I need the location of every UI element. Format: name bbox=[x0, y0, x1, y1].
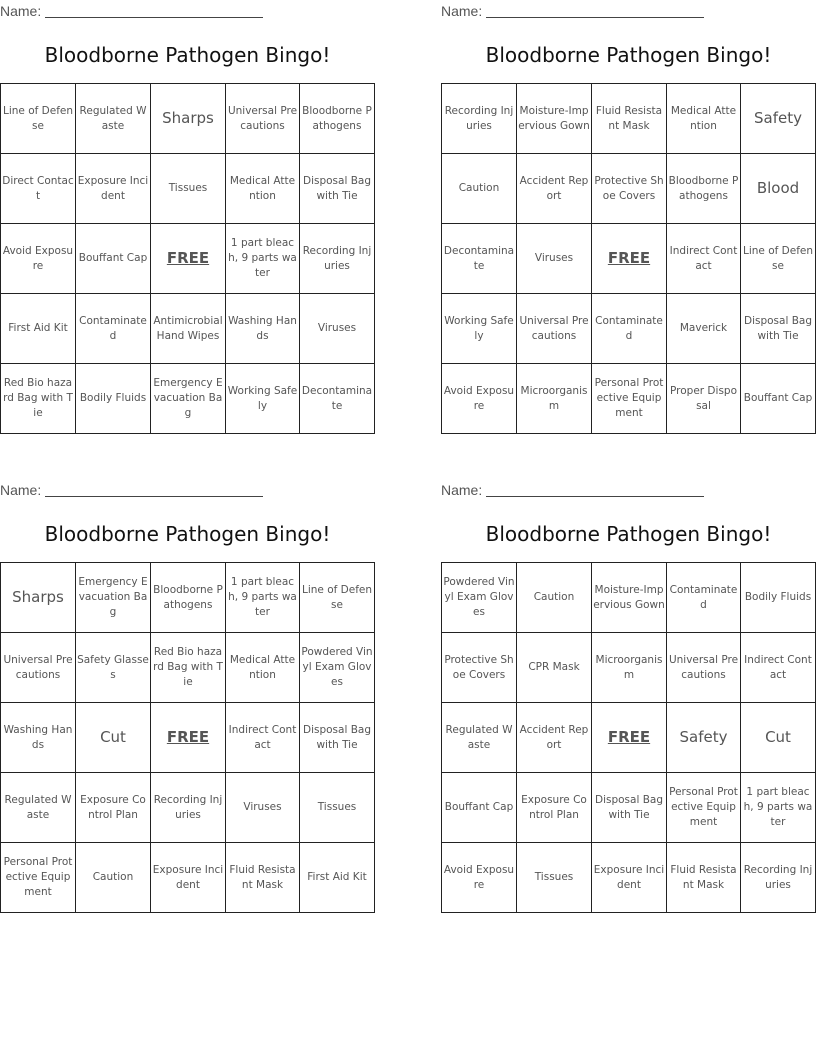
bingo-cell: Contaminated bbox=[76, 294, 151, 364]
bingo-cell: Washing Hands bbox=[1, 703, 76, 773]
bingo-cell: Tissues bbox=[517, 843, 592, 913]
card-title: Bloodborne Pathogen Bingo! bbox=[44, 43, 331, 67]
bingo-cell: Exposure Control Plan bbox=[517, 773, 592, 843]
bingo-cell: Fluid Resistant Mask bbox=[667, 843, 741, 913]
bingo-cell: Tissues bbox=[300, 773, 375, 843]
bingo-cell: Decontaminate bbox=[442, 224, 517, 294]
bingo-cell: Caution bbox=[517, 563, 592, 633]
bingo-cell: Bloodborne Pathogens bbox=[667, 154, 741, 224]
bingo-cell: Recording Injuries bbox=[300, 224, 375, 294]
bingo-cell: Bouffant Cap bbox=[76, 224, 151, 294]
bingo-cell: Powdered Vinyl Exam Gloves bbox=[442, 563, 517, 633]
bingo-cell: Bouffant Cap bbox=[442, 773, 517, 843]
bingo-cell: Contaminated bbox=[667, 563, 741, 633]
bingo-cell: Universal Precautions bbox=[1, 633, 76, 703]
bingo-cell: 1 part bleach, 9 parts water bbox=[226, 224, 300, 294]
bingo-cell: Safety Glasses bbox=[76, 633, 151, 703]
bingo-cell: Bouffant Cap bbox=[741, 364, 816, 434]
bingo-cell: Indirect Contact bbox=[667, 224, 741, 294]
bingo-cell: Exposure Control Plan bbox=[76, 773, 151, 843]
bingo-cell: Contaminated bbox=[592, 294, 667, 364]
bingo-cell: Recording Injuries bbox=[741, 843, 816, 913]
bingo-cell: Medical Attention bbox=[226, 633, 300, 703]
bingo-cell: Cut bbox=[741, 703, 816, 773]
bingo-cell: Microorganism bbox=[517, 364, 592, 434]
bingo-cell: 1 part bleach, 9 parts water bbox=[741, 773, 816, 843]
bingo-grid bbox=[0, 83, 375, 434]
bingo-cell: Moisture-Impervious Gown bbox=[517, 84, 592, 154]
bingo-cell: Personal Protective Equipment bbox=[592, 364, 667, 434]
bingo-cell: Disposal Bag with Tie bbox=[741, 294, 816, 364]
bingo-cell: Universal Precautions bbox=[667, 633, 741, 703]
bingo-cell: Viruses bbox=[300, 294, 375, 364]
bingo-cell: Powdered Vinyl Exam Gloves bbox=[300, 633, 375, 703]
bingo-cell: Antimicrobial Hand Wipes bbox=[151, 294, 226, 364]
bingo-cell: Exposure Incident bbox=[76, 154, 151, 224]
bingo-cell: CPR Mask bbox=[517, 633, 592, 703]
bingo-cell: Avoid Exposure bbox=[442, 843, 517, 913]
bingo-cell: Line of Defense bbox=[300, 563, 375, 633]
bingo-cell: Bloodborne Pathogens bbox=[151, 563, 226, 633]
free-space: FREE bbox=[151, 703, 226, 773]
bingo-cell: Direct Contact bbox=[1, 154, 76, 224]
bingo-cell: Working Safely bbox=[442, 294, 517, 364]
bingo-cell: Line of Defense bbox=[741, 224, 816, 294]
bingo-cell: Bodily Fluids bbox=[76, 364, 151, 434]
bingo-cell: Personal Protective Equipment bbox=[1, 843, 76, 913]
bingo-cell: Working Safely bbox=[226, 364, 300, 434]
bingo-grid bbox=[441, 562, 816, 913]
bingo-cell: Protective Shoe Covers bbox=[592, 154, 667, 224]
bingo-cell: First Aid Kit bbox=[300, 843, 375, 913]
bingo-cell: Regulated Waste bbox=[1, 773, 76, 843]
bingo-cell: Red Bio hazard Bag with Tie bbox=[151, 633, 226, 703]
bingo-cell: Exposure Incident bbox=[151, 843, 226, 913]
bingo-cell: Disposal Bag with Tie bbox=[300, 703, 375, 773]
bingo-cell: Maverick bbox=[667, 294, 741, 364]
bingo-cell: Universal Precautions bbox=[517, 294, 592, 364]
card-title: Bloodborne Pathogen Bingo! bbox=[44, 522, 331, 546]
card-title: Bloodborne Pathogen Bingo! bbox=[485, 522, 772, 546]
bingo-cell: Line of Defense bbox=[1, 84, 76, 154]
bingo-cell: Safety bbox=[667, 703, 741, 773]
bingo-cell: Exposure Incident bbox=[592, 843, 667, 913]
bingo-cell: Cut bbox=[76, 703, 151, 773]
bingo-cell: Moisture-Impervious Gown bbox=[592, 563, 667, 633]
bingo-cell: Viruses bbox=[517, 224, 592, 294]
bingo-cell: Sharps bbox=[1, 563, 76, 633]
name-blank-line[interactable] bbox=[45, 17, 263, 18]
bingo-cell: Safety bbox=[741, 84, 816, 154]
bingo-cell: Red Bio hazard Bag with Tie bbox=[1, 364, 76, 434]
bingo-cell: Caution bbox=[442, 154, 517, 224]
bingo-cell: Viruses bbox=[226, 773, 300, 843]
bingo-cell: Accident Report bbox=[517, 154, 592, 224]
bingo-cell: Personal Protective Equipment bbox=[667, 773, 741, 843]
bingo-cell: Universal Precautions bbox=[226, 84, 300, 154]
bingo-cell: Accident Report bbox=[517, 703, 592, 773]
bingo-cell: Emergency Evacuation Bag bbox=[151, 364, 226, 434]
bingo-cell: Disposal Bag with Tie bbox=[592, 773, 667, 843]
bingo-cell: Bodily Fluids bbox=[741, 563, 816, 633]
bingo-cell: Emergency Evacuation Bag bbox=[76, 563, 151, 633]
bingo-cell: Disposal Bag with Tie bbox=[300, 154, 375, 224]
bingo-cell: Fluid Resistant Mask bbox=[592, 84, 667, 154]
bingo-cell: Washing Hands bbox=[226, 294, 300, 364]
free-space: FREE bbox=[592, 224, 667, 294]
name-blank-line[interactable] bbox=[486, 17, 704, 18]
bingo-cell: Decontaminate bbox=[300, 364, 375, 434]
bingo-cell: Regulated Waste bbox=[76, 84, 151, 154]
bingo-cell: Caution bbox=[76, 843, 151, 913]
bingo-cell: Indirect Contact bbox=[226, 703, 300, 773]
bingo-cell: First Aid Kit bbox=[1, 294, 76, 364]
bingo-cell: Fluid Resistant Mask bbox=[226, 843, 300, 913]
bingo-cell: Avoid Exposure bbox=[442, 364, 517, 434]
name-blank-line[interactable] bbox=[486, 496, 704, 497]
name-blank-line[interactable] bbox=[45, 496, 263, 497]
card-title: Bloodborne Pathogen Bingo! bbox=[485, 43, 772, 67]
free-space: FREE bbox=[592, 703, 667, 773]
bingo-cell: Proper Disposal bbox=[667, 364, 741, 434]
name-label: Name: bbox=[441, 482, 483, 498]
bingo-cell: Microorganism bbox=[592, 633, 667, 703]
bingo-cell: 1 part bleach, 9 parts water bbox=[226, 563, 300, 633]
name-label: Name: bbox=[0, 3, 42, 19]
free-space: FREE bbox=[151, 224, 226, 294]
bingo-cell: Medical Attention bbox=[667, 84, 741, 154]
bingo-grid bbox=[441, 83, 816, 434]
bingo-cell: Medical Attention bbox=[226, 154, 300, 224]
bingo-cell: Avoid Exposure bbox=[1, 224, 76, 294]
bingo-cell: Tissues bbox=[151, 154, 226, 224]
bingo-cell: Regulated Waste bbox=[442, 703, 517, 773]
bingo-cell: Protective Shoe Covers bbox=[442, 633, 517, 703]
bingo-cell: Blood bbox=[741, 154, 816, 224]
bingo-cell: Bloodborne Pathogens bbox=[300, 84, 375, 154]
bingo-cell: Recording Injuries bbox=[442, 84, 517, 154]
bingo-cell: Sharps bbox=[151, 84, 226, 154]
name-label: Name: bbox=[0, 482, 42, 498]
bingo-cell: Recording Injuries bbox=[151, 773, 226, 843]
name-label: Name: bbox=[441, 3, 483, 19]
bingo-cell: Indirect Contact bbox=[741, 633, 816, 703]
bingo-grid bbox=[0, 562, 375, 913]
